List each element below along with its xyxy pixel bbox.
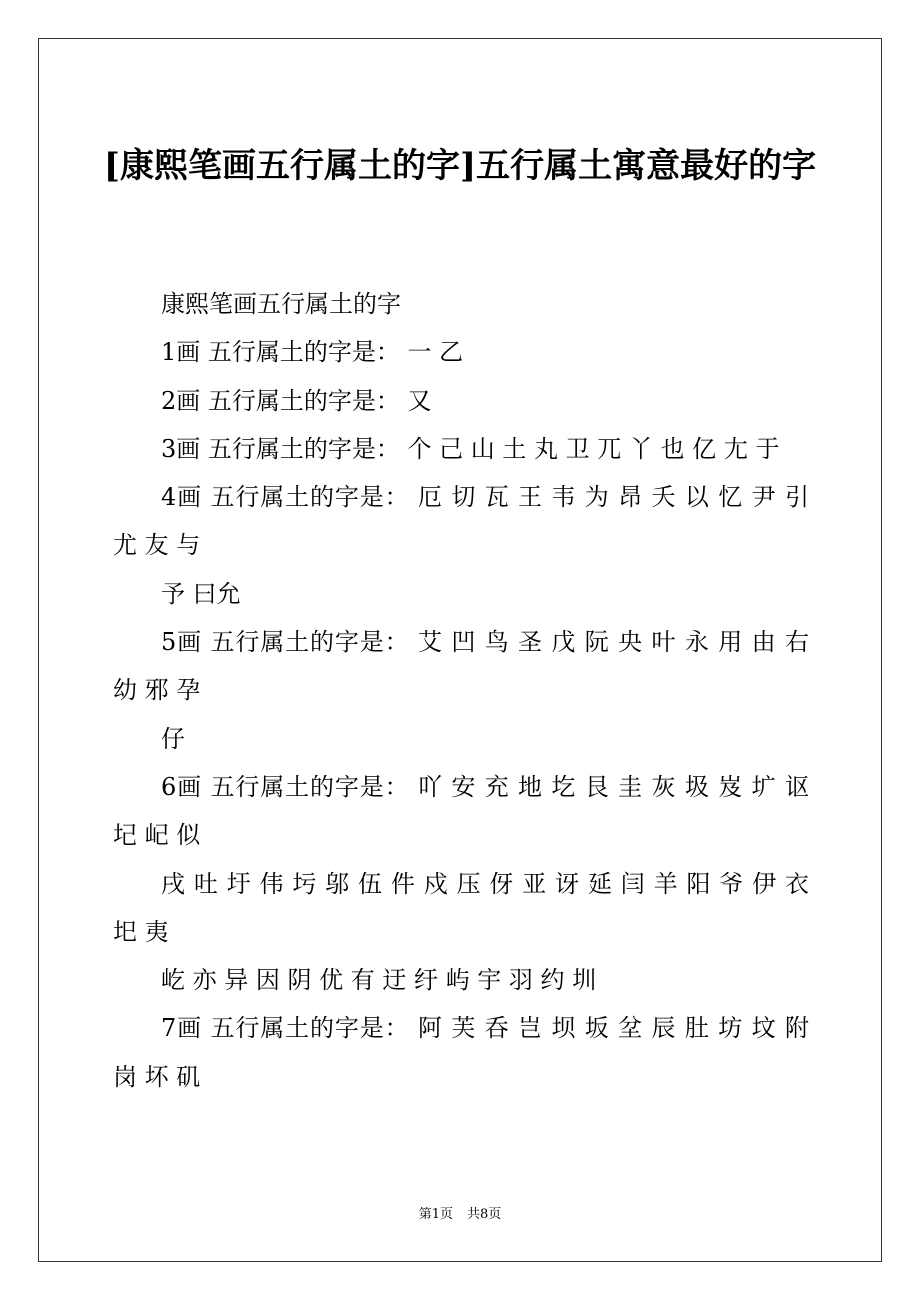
paragraph-stroke-6-cont-a: 戌 吐 圩 伟 圬 邬 伍 件 戍 压 伢 亚 讶 延 闫 羊 阳 爷 伊 衣 圯 夷 [113,869,809,946]
page-total: 共8页 [467,1207,502,1222]
paragraph-stroke-6: 6画 五行属土的字是： 吖 安 充 地 圪 艮 圭 灰 圾 岌 圹 讴 圮 屺 似 [113,772,809,850]
page-footer [0,1205,920,1225]
paragraph-stroke-1: 1画 五行属土的字是： 一 乙 [161,338,464,367]
page-number: 第1页 [418,1207,453,1222]
paragraph-stroke-5-cont: 仔 [161,724,185,753]
paragraph-stroke-2: 2画 五行属土的字是： 又 [161,386,432,415]
paragraph-stroke-6-cont-b: 屹 亦 异 因 阴 优 有 迂 纡 屿 宇 羽 约 圳 [161,966,597,995]
paragraph-heading: 康熙笔画五行属土的字 [161,290,401,318]
paragraph-stroke-5: 5画 五行属土的字是： 艾 凹 鸟 圣 戊 阮 央 叶 永 用 由 右 幼 邪 孕 [113,628,809,705]
document-title: [康熙笔画五行属土的字]五行属土寓意最好的字 [103,146,817,186]
paragraph-stroke-7: 7画 五行属土的字是： 阿 芙 呑 岂 坝 坂 坌 辰 肚 坊 坟 附 岗 坏 矶 [113,1014,809,1091]
document-body [113,280,809,1101]
paragraph-stroke-4-cont: 予 曰允 [161,579,241,608]
paragraph-stroke-4: 4画 五行属土的字是： 厄 切 瓦 王 韦 为 昂 夭 以 忆 尹 引 尤 友 与 [113,483,809,560]
paragraph-stroke-3: 3画 五行属土的字是： 个 己 山 土 丸 卫 兀 丫 也 亿 尢 于 [161,434,780,463]
